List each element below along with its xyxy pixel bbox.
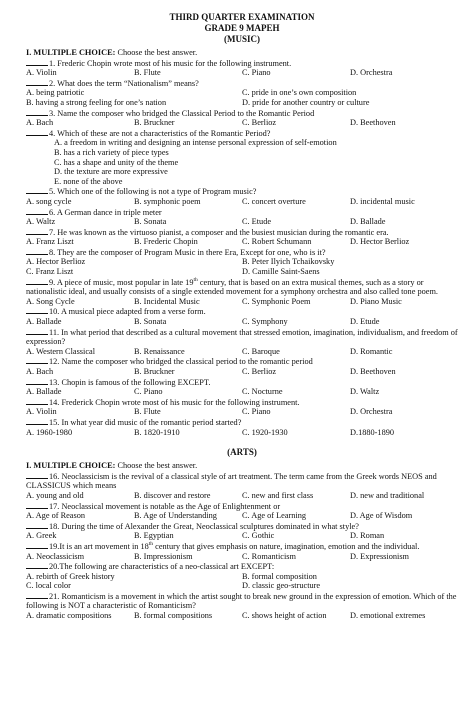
question-stem: 19.It is an art movement in 18th century that gives emphasis on nature, imagination, emotion and the individual.	[26, 541, 458, 552]
answer-option[interactable]: A. Violin	[26, 407, 57, 417]
question-stem: 12. Name the composer who bridged the classical period to the romantic period	[26, 356, 458, 367]
answer-option[interactable]: D. Age of Wisdom	[350, 511, 413, 521]
answer-option[interactable]: D. Etude	[350, 317, 380, 327]
answer-option[interactable]: D. Orchestra	[350, 407, 393, 417]
answer-option[interactable]: A. Violin	[26, 68, 57, 78]
answer-option[interactable]: A. dramatic compositions	[26, 611, 112, 621]
option-row	[26, 267, 458, 277]
answer-option[interactable]: B. Bruckner	[134, 118, 175, 128]
exam-title: THIRD QUARTER EXAMINATION	[169, 12, 315, 22]
answer-option[interactable]: B. discover and restore	[134, 490, 211, 500]
answer-option[interactable]: B. Bruckner	[134, 367, 175, 376]
answer-option[interactable]: B. formal compositions	[134, 611, 213, 621]
answer-option[interactable]: D. classic geo-structure	[242, 581, 321, 591]
answer-option[interactable]: A. Bach	[26, 118, 54, 128]
option-row	[26, 118, 458, 128]
answer-option[interactable]: A. a freedom in writing and designing an intense personal expression of self-emotion	[54, 138, 337, 148]
option-row	[26, 387, 458, 397]
option-row	[26, 367, 458, 377]
option-row	[26, 531, 458, 541]
answer-option[interactable]: D. Beethoven	[350, 367, 396, 376]
answer-option[interactable]: C. Franz Liszt	[26, 267, 74, 277]
option-row	[26, 88, 458, 98]
question-stem: 5. Which one of the following is not a type of Program music?	[26, 186, 458, 197]
answer-option[interactable]: A. song cycle	[26, 196, 72, 206]
arts-instructions: I. MULTIPLE CHOICE: Choose the best answer.	[26, 461, 198, 471]
question-stem: 11. In what period that described as a cultural movement that stressed emotion, imagination, individualism, and freedom of expression?	[26, 327, 458, 347]
answer-option[interactable]: D. incidental music	[350, 196, 415, 206]
answer-blank[interactable]	[26, 541, 48, 549]
option-row	[26, 491, 458, 501]
grade-subject: GRADE 9 MAPEH	[204, 23, 280, 33]
answer-option[interactable]: C. Baroque	[242, 346, 280, 356]
answer-blank[interactable]	[26, 561, 48, 569]
answer-option[interactable]: A. Age of Reason	[26, 511, 85, 521]
answer-blank[interactable]	[26, 277, 48, 285]
question-stem: 15. In what year did music of the romantic period started?	[26, 417, 458, 428]
answer-option[interactable]: C. Romanticism	[242, 551, 296, 561]
answer-option[interactable]: B. Incidental Music	[134, 296, 200, 306]
answer-option[interactable]: D. Hector Berlioz	[350, 237, 410, 247]
answer-option[interactable]: C. concert overture	[242, 196, 306, 206]
question-stem: 20.The following are characteristics of a neo-classical art EXCEPT:	[26, 561, 458, 572]
answer-option[interactable]: C. Nocturne	[242, 387, 283, 397]
answer-option[interactable]: C. has a shape and unity of the theme	[54, 157, 179, 167]
arts-questions	[26, 471, 458, 621]
answer-option[interactable]: B. symphonic poem	[134, 196, 201, 206]
option-row	[26, 297, 458, 307]
answer-option[interactable]: B. having a strong feeling for one’s nation	[26, 97, 167, 107]
answer-option[interactable]: B. Egyptian	[134, 531, 174, 541]
answer-option[interactable]: C. Berlioz	[242, 367, 277, 376]
question-stem: 8. They are the composer of Program Music in there Era, Except for one, who is it?	[26, 247, 458, 258]
option-row	[26, 581, 458, 591]
answer-blank[interactable]	[26, 247, 48, 255]
answer-option[interactable]: B. Age of Understanding	[134, 511, 217, 521]
answer-option[interactable]: C. Etude	[242, 217, 272, 227]
question-stem: 9. A piece of music, most popular in late 19th century, that is based on an extra musical themes, such as a story or nationalistic ideal, and usually consists of a single extended movement for a symphony orchestra and also called tone poem.	[26, 276, 438, 297]
option-row	[26, 572, 458, 582]
arts-section-title: (ARTS)	[227, 447, 257, 458]
question-stem: 13. Chopin is famous of the following EXCEPT.	[26, 377, 458, 388]
option-row	[26, 428, 458, 438]
answer-option[interactable]: A. Hector Berlioz	[26, 257, 86, 267]
music-instructions: I. MULTIPLE CHOICE: Choose the best answer.	[26, 48, 198, 57]
answer-option[interactable]: D. Beethoven	[350, 118, 396, 128]
question-stem: 4. Which of these are not a characteristics of the Romantic Period?	[26, 128, 458, 139]
answer-option[interactable]: A. Neoclassicism	[26, 551, 85, 561]
answer-blank[interactable]	[26, 78, 48, 86]
answer-blank[interactable]	[26, 58, 48, 66]
answer-option[interactable]: D. Waltz	[350, 387, 380, 397]
question-stem: 7. He was known as the virtuoso pianist, a composer and the busiest musician during the romantic era.	[26, 227, 458, 238]
question-stem: 18. During the time of Alexander the Great, Neoclassical sculptures dominated in what style?	[26, 521, 458, 532]
answer-option[interactable]: D. Camille Saint-Saens	[242, 267, 320, 277]
answer-option[interactable]: D. Roman	[350, 531, 385, 541]
answer-option[interactable]: D. pride for another country or culture	[242, 97, 370, 107]
question-stem: 21. Romanticism is a movement in which the artist sought to break new ground in the expression of emotion. Which of the following is NOT a characteristic of Romanticism?	[26, 591, 457, 611]
option-row	[26, 68, 458, 78]
answer-option[interactable]: A. Franz Liszt	[26, 237, 74, 247]
answer-option[interactable]: A. Ballade	[26, 387, 62, 397]
question-stem: 10. A musical piece adapted from a verse form.	[26, 306, 458, 317]
question-stem: 17. Neoclassical movement is notable as the Age of Enlightenment or	[26, 501, 458, 512]
answer-option[interactable]: E. none of the above	[54, 176, 123, 186]
question-stem: 2. What does the term “Nationalism” means?	[26, 78, 458, 89]
answer-option[interactable]: B. Peter Ilyich Tchaikovsky	[242, 257, 335, 267]
question-stem: 16. Neoclassicism is the revival of a classical style of art treatment. The term came from the Greek words NEOS and CLASSICUS which means	[26, 471, 437, 491]
answer-blank[interactable]	[26, 108, 48, 116]
option-row	[26, 197, 458, 207]
answer-option[interactable]: D. Expressionism	[350, 551, 409, 561]
answer-option[interactable]: A. Bach	[26, 367, 54, 376]
music-questions	[26, 58, 458, 438]
question-stem: 6. A German dance in triple meter	[26, 207, 458, 218]
answer-option[interactable]: B. has a rich variety of piece types	[54, 147, 169, 157]
answer-blank[interactable]	[26, 227, 48, 235]
answer-option[interactable]: A. rebirth of Greek history	[26, 571, 115, 581]
answer-option[interactable]: D. Piano Music	[350, 296, 402, 306]
option-row	[26, 217, 458, 227]
answer-blank[interactable]	[26, 327, 48, 335]
question-stem: 1. Frederic Chopin wrote most of his music for the following instrument.	[26, 58, 458, 69]
answer-blank[interactable]	[26, 186, 48, 194]
option-row	[26, 611, 458, 621]
option-row	[26, 257, 458, 267]
option-row	[26, 237, 458, 247]
answer-option[interactable]: C. Piano	[242, 68, 271, 78]
answer-option[interactable]: A. Ballade	[26, 317, 62, 327]
answer-blank[interactable]	[26, 128, 48, 136]
answer-option[interactable]: A. Waltz	[26, 217, 56, 227]
answer-option[interactable]: D. the texture are more expressive	[54, 167, 168, 177]
answer-option[interactable]: C. Robert Schumann	[242, 237, 312, 247]
option-row	[26, 317, 458, 327]
answer-option[interactable]: D. Romantic	[350, 346, 393, 356]
answer-option[interactable]: A. Western Classical	[26, 346, 95, 356]
answer-option[interactable]: B. 1820-1910	[134, 427, 180, 437]
answer-option[interactable]: C. Symphony	[242, 317, 288, 327]
answer-option[interactable]: B. Flute	[134, 68, 161, 78]
answer-blank[interactable]	[26, 501, 48, 509]
answer-blank[interactable]	[26, 417, 48, 425]
answer-option[interactable]: B. Sonata	[134, 217, 167, 227]
answer-option[interactable]: C. Piano	[242, 407, 271, 417]
answer-option[interactable]: C. local color	[26, 581, 71, 591]
option-row	[26, 552, 458, 562]
answer-option[interactable]: A. 1960-1980	[26, 427, 73, 437]
answer-option[interactable]: C. Age of Learning	[242, 511, 307, 521]
answer-option[interactable]: B. Flute	[134, 407, 161, 417]
option-row	[26, 98, 458, 108]
answer-blank[interactable]	[26, 356, 48, 364]
answer-option[interactable]: C. Symphonic Poem	[242, 296, 311, 306]
answer-option[interactable]: D. emotional extremes	[350, 611, 426, 621]
answer-option[interactable]: C. pride in one’s own composition	[242, 88, 357, 98]
answer-option[interactable]: A. being patriotic	[26, 88, 85, 98]
answer-option[interactable]: B. Sonata	[134, 317, 167, 327]
answer-option[interactable]: A. Song Cycle	[26, 296, 75, 306]
answer-option[interactable]: C. Piano	[134, 387, 163, 397]
music-section-title: (MUSIC)	[224, 34, 260, 44]
answer-blank[interactable]	[26, 471, 48, 479]
answer-option[interactable]: D. Orchestra	[350, 68, 393, 78]
answer-option[interactable]: A. Greek	[26, 531, 57, 541]
question-stem: 14. Frederick Chopin wrote most of his music for the following instrument.	[26, 397, 458, 408]
answer-blank[interactable]	[26, 306, 48, 314]
answer-blank[interactable]	[26, 397, 48, 405]
answer-option[interactable]: D.1880-1890	[350, 427, 395, 437]
answer-blank[interactable]	[26, 591, 48, 599]
answer-blank[interactable]	[26, 521, 48, 529]
answer-option[interactable]: C. Gothic	[242, 531, 275, 541]
answer-option[interactable]: B. formal composition	[242, 571, 317, 581]
answer-option[interactable]: B. Impressionism	[134, 551, 193, 561]
question-stem: 3. Name the composer who bridged the Classical Period to the Romantic Period	[26, 108, 458, 119]
answer-option[interactable]: C. 1920-1930	[242, 427, 288, 437]
answer-option[interactable]: D. new and traditional	[350, 490, 425, 500]
option-row	[26, 511, 458, 521]
answer-option[interactable]: C. shows height of action	[242, 611, 327, 621]
answer-option[interactable]: D. Ballade	[350, 217, 386, 227]
option-row	[26, 347, 458, 357]
option-row	[26, 407, 458, 417]
answer-option[interactable]: C. new and first class	[242, 490, 314, 500]
answer-option[interactable]: C. Berlioz	[242, 118, 277, 128]
answer-blank[interactable]	[26, 377, 48, 385]
answer-option[interactable]: A. young and old	[26, 490, 84, 500]
answer-blank[interactable]	[26, 207, 48, 215]
answer-option[interactable]: B. Frederic Chopin	[134, 237, 198, 247]
answer-option[interactable]: B. Renaissance	[134, 346, 185, 356]
